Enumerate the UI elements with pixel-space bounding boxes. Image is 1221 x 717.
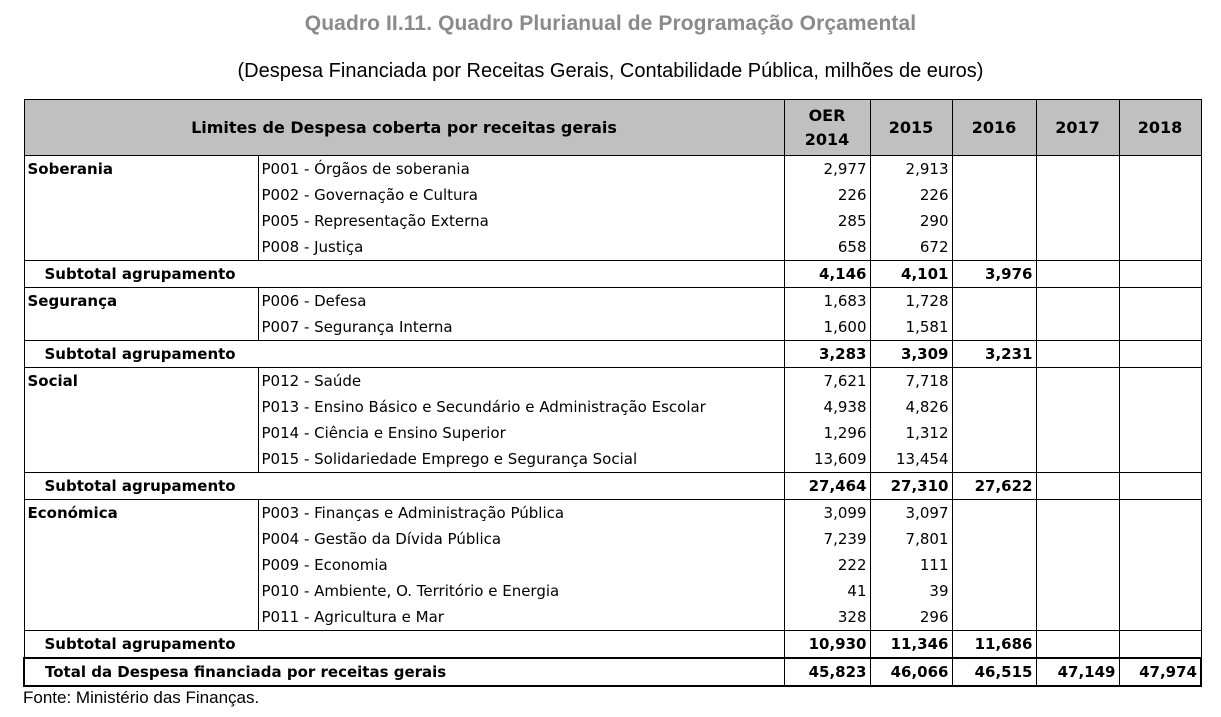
value-2016 [952,552,1036,578]
value-2015: 296 [870,604,952,631]
total-label: Total da Despesa financiada por receitas gerais [24,658,784,686]
value-2016 [952,368,1036,395]
table-row [24,500,1201,527]
group-name-cell: Segurança [24,288,258,315]
value-2015: 39 [870,578,952,604]
group-name-cell [24,446,258,473]
value-2018 [1119,288,1201,315]
group-name-cell: Social [24,368,258,395]
table-row [24,446,1201,473]
value-2017 [1036,156,1119,183]
value-2016 [952,604,1036,631]
subtotal-row [24,341,1201,368]
value-oer-2014: 41 [784,578,870,604]
total-2015: 46,066 [870,658,952,686]
group-name-cell: Soberania [24,156,258,183]
value-oer-2014: 658 [784,234,870,261]
value-2017 [1036,288,1119,315]
total-2016: 46,515 [952,658,1036,686]
table-row [24,420,1201,446]
value-2015: 290 [870,208,952,234]
subtotal-oer-2014: 27,464 [784,473,870,500]
program-cell: P002 - Governação e Cultura [258,182,784,208]
value-2018 [1119,552,1201,578]
value-oer-2014: 1,683 [784,288,870,315]
value-2018 [1119,526,1201,552]
program-cell: P005 - Representação Externa [258,208,784,234]
subtotal-oer-2014: 10,930 [784,631,870,659]
program-cell: P014 - Ciência e Ensino Superior [258,420,784,446]
subtotal-row [24,631,1201,659]
subtotal-2018 [1119,261,1201,288]
total-2017: 47,149 [1036,658,1119,686]
header-oer-line2: 2014 [804,129,850,149]
table-row [24,234,1201,261]
group-name-cell [24,420,258,446]
table-row [24,156,1201,183]
value-2017 [1036,234,1119,261]
total-2018: 47,974 [1119,658,1201,686]
table-row [24,208,1201,234]
value-2015: 111 [870,552,952,578]
group-name-cell [24,552,258,578]
subtotal-2016: 3,231 [952,341,1036,368]
value-2017 [1036,420,1119,446]
value-2016 [952,420,1036,446]
value-oer-2014: 4,938 [784,394,870,420]
subtotal-2017 [1036,631,1119,659]
subtotal-2017 [1036,261,1119,288]
subtotal-oer-2014: 3,283 [784,341,870,368]
value-oer-2014: 7,621 [784,368,870,395]
value-2016 [952,500,1036,527]
value-2015: 7,718 [870,368,952,395]
header-2018: 2018 [1119,100,1201,156]
program-cell: P004 - Gestão da Dívida Pública [258,526,784,552]
value-2018 [1119,394,1201,420]
group-name-cell [24,234,258,261]
program-cell: P003 - Finanças e Administração Pública [258,500,784,527]
program-cell: P001 - Órgãos de soberania [258,156,784,183]
value-2016 [952,182,1036,208]
program-cell: P012 - Saúde [258,368,784,395]
value-2015: 1,581 [870,314,952,341]
value-2017 [1036,578,1119,604]
value-2017 [1036,446,1119,473]
value-oer-2014: 1,600 [784,314,870,341]
value-2017 [1036,552,1119,578]
subtotal-row [24,473,1201,500]
value-2017 [1036,394,1119,420]
table-row [24,526,1201,552]
value-2018 [1119,234,1201,261]
value-2018 [1119,368,1201,395]
page-title: Quadro II.11. Quadro Plurianual de Programação Orçamental [304,12,917,35]
table-row [24,552,1201,578]
value-2018 [1119,604,1201,631]
value-oer-2014: 222 [784,552,870,578]
value-oer-2014: 1,296 [784,420,870,446]
subtotal-2016: 11,686 [952,631,1036,659]
table-row [24,394,1201,420]
subtotal-label: Subtotal agrupamento [24,473,784,500]
table-body [24,156,1201,687]
budget-table [23,99,1202,687]
subtotal-2015: 27,310 [870,473,952,500]
group-name-cell [24,394,258,420]
value-2018 [1119,500,1201,527]
program-cell: P007 - Segurança Interna [258,314,784,341]
value-2016 [952,234,1036,261]
value-2015: 2,913 [870,156,952,183]
table-row [24,604,1201,631]
subtotal-2015: 4,101 [870,261,952,288]
group-name-cell [24,578,258,604]
value-2015: 672 [870,234,952,261]
table-row [24,288,1201,315]
subtotal-row [24,261,1201,288]
subtotal-2016: 3,976 [952,261,1036,288]
table-row [24,182,1201,208]
value-oer-2014: 13,609 [784,446,870,473]
value-2018 [1119,314,1201,341]
value-2018 [1119,208,1201,234]
program-cell: P009 - Economia [258,552,784,578]
value-oer-2014: 2,977 [784,156,870,183]
program-cell: P013 - Ensino Básico e Secundário e Administração Escolar [258,394,784,420]
subtotal-2017 [1036,341,1119,368]
source-note: Fonte: Ministério das Finanças. [23,688,260,707]
table-row [24,578,1201,604]
value-2017 [1036,208,1119,234]
value-oer-2014: 3,099 [784,500,870,527]
subtotal-2016: 27,622 [952,473,1036,500]
value-oer-2014: 285 [784,208,870,234]
value-2017 [1036,500,1119,527]
value-2017 [1036,526,1119,552]
header-2017: 2017 [1036,100,1119,156]
subtotal-oer-2014: 4,146 [784,261,870,288]
subtotal-label: Subtotal agrupamento [24,631,784,659]
header-label: Limites de Despesa coberta por receitas gerais [24,100,784,156]
group-name-cell [24,182,258,208]
group-name-cell [24,208,258,234]
value-2015: 3,097 [870,500,952,527]
program-cell: P006 - Defesa [258,288,784,315]
value-2015: 13,454 [870,446,952,473]
subtotal-label: Subtotal agrupamento [24,261,784,288]
header-oer-2014 [784,100,870,156]
value-oer-2014: 7,239 [784,526,870,552]
subtotal-2015: 11,346 [870,631,952,659]
value-2016 [952,446,1036,473]
program-cell: P010 - Ambiente, O. Território e Energia [258,578,784,604]
value-2016 [952,208,1036,234]
table-header-row [24,100,1201,156]
header-2015: 2015 [870,100,952,156]
program-cell: P008 - Justiça [258,234,784,261]
value-2017 [1036,182,1119,208]
total-oer-2014: 45,823 [784,658,870,686]
table-row [24,368,1201,395]
subtotal-2015: 3,309 [870,341,952,368]
value-2015: 1,728 [870,288,952,315]
subtotal-2018 [1119,631,1201,659]
value-2015: 1,312 [870,420,952,446]
value-2015: 226 [870,182,952,208]
program-cell: P011 - Agricultura e Mar [258,604,784,631]
subtotal-2017 [1036,473,1119,500]
value-2015: 4,826 [870,394,952,420]
value-2018 [1119,578,1201,604]
value-2016 [952,526,1036,552]
group-name-cell: Económica [24,500,258,527]
table-row [24,314,1201,341]
value-2018 [1119,446,1201,473]
subtotal-2018 [1119,473,1201,500]
value-2015: 7,801 [870,526,952,552]
value-2016 [952,156,1036,183]
value-2018 [1119,182,1201,208]
header-oer-line1: OER [808,105,846,125]
header-2016: 2016 [952,100,1036,156]
group-name-cell [24,526,258,552]
value-oer-2014: 328 [784,604,870,631]
value-oer-2014: 226 [784,182,870,208]
group-name-cell [24,604,258,631]
value-2018 [1119,156,1201,183]
value-2016 [952,578,1036,604]
value-2016 [952,314,1036,341]
group-name-cell [24,314,258,341]
value-2017 [1036,368,1119,395]
value-2017 [1036,314,1119,341]
total-row [24,658,1201,686]
value-2017 [1036,604,1119,631]
subtotal-2018 [1119,341,1201,368]
value-2016 [952,288,1036,315]
subtotal-label: Subtotal agrupamento [24,341,784,368]
value-2016 [952,394,1036,420]
page-subtitle: (Despesa Financiada por Receitas Gerais, Contabilidade Pública, milhões de euros) [237,60,984,82]
value-2018 [1119,420,1201,446]
program-cell: P015 - Solidariedade Emprego e Segurança Social [258,446,784,473]
